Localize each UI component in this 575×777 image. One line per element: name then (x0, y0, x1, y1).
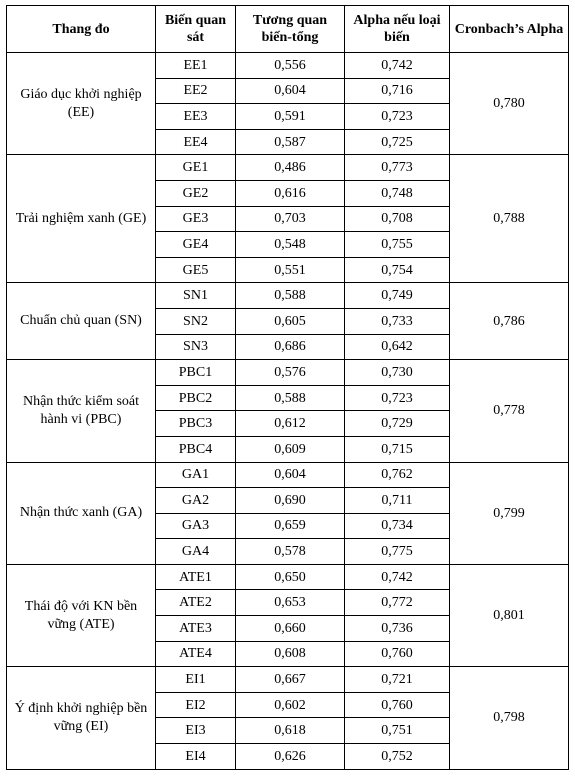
scale-name: Nhận thức xanh (GA) (7, 462, 156, 564)
item-total-correlation: 0,609 (236, 436, 345, 462)
observed-variable: PBC2 (156, 385, 236, 411)
scale-name: Nhận thức kiểm soát hành vi (PBC) (7, 360, 156, 462)
table-row (7, 283, 569, 309)
observed-variable: GA3 (156, 513, 236, 539)
header-alpha-if-deleted: Alpha nếu loại biến (345, 6, 450, 53)
alpha-if-deleted: 0,716 (345, 78, 450, 104)
observed-variable: GE2 (156, 180, 236, 206)
header-cronbach-alpha: Cronbach’s Alpha (450, 6, 569, 53)
observed-variable: EI3 (156, 718, 236, 744)
observed-variable: GA1 (156, 462, 236, 488)
alpha-if-deleted: 0,723 (345, 385, 450, 411)
cronbach-alpha-value: 0,788 (450, 155, 569, 283)
alpha-if-deleted: 0,760 (345, 692, 450, 718)
item-total-correlation: 0,602 (236, 692, 345, 718)
alpha-if-deleted: 0,733 (345, 308, 450, 334)
alpha-if-deleted: 0,755 (345, 232, 450, 258)
observed-variable: EE1 (156, 53, 236, 79)
table-row (7, 564, 569, 590)
cronbach-alpha-value: 0,801 (450, 564, 569, 666)
observed-variable: ATE4 (156, 641, 236, 667)
alpha-if-deleted: 0,725 (345, 129, 450, 155)
observed-variable: EI1 (156, 667, 236, 693)
item-total-correlation: 0,588 (236, 385, 345, 411)
scale-name: Trải nghiệm xanh (GE) (7, 155, 156, 283)
alpha-if-deleted: 0,711 (345, 488, 450, 514)
observed-variable: GE3 (156, 206, 236, 232)
item-total-correlation: 0,608 (236, 641, 345, 667)
alpha-if-deleted: 0,772 (345, 590, 450, 616)
scale-name: Chuẩn chủ quan (SN) (7, 283, 156, 360)
reliability-table (6, 5, 569, 770)
observed-variable: GA4 (156, 539, 236, 565)
item-total-correlation: 0,591 (236, 104, 345, 130)
header-observed-variable: Biến quan sát (156, 6, 236, 53)
item-total-correlation: 0,604 (236, 78, 345, 104)
item-total-correlation: 0,653 (236, 590, 345, 616)
alpha-if-deleted: 0,721 (345, 667, 450, 693)
alpha-if-deleted: 0,749 (345, 283, 450, 309)
alpha-if-deleted: 0,762 (345, 462, 450, 488)
item-total-correlation: 0,548 (236, 232, 345, 258)
alpha-if-deleted: 0,748 (345, 180, 450, 206)
observed-variable: EE3 (156, 104, 236, 130)
observed-variable: ATE3 (156, 616, 236, 642)
observed-variable: PBC1 (156, 360, 236, 386)
item-total-correlation: 0,660 (236, 616, 345, 642)
alpha-if-deleted: 0,742 (345, 564, 450, 590)
item-total-correlation: 0,605 (236, 308, 345, 334)
scale-name: Thái độ với KN bền vững (ATE) (7, 564, 156, 666)
alpha-if-deleted: 0,760 (345, 641, 450, 667)
observed-variable: SN3 (156, 334, 236, 360)
alpha-if-deleted: 0,730 (345, 360, 450, 386)
alpha-if-deleted: 0,742 (345, 53, 450, 79)
observed-variable: GE4 (156, 232, 236, 258)
item-total-correlation: 0,604 (236, 462, 345, 488)
item-total-correlation: 0,659 (236, 513, 345, 539)
cronbach-alpha-value: 0,798 (450, 667, 569, 769)
observed-variable: GE5 (156, 257, 236, 283)
scale-name: Ý định khởi nghiệp bền vững (EI) (7, 667, 156, 769)
alpha-if-deleted: 0,751 (345, 718, 450, 744)
alpha-if-deleted: 0,752 (345, 744, 450, 770)
alpha-if-deleted: 0,729 (345, 411, 450, 437)
cronbach-alpha-value: 0,778 (450, 360, 569, 462)
alpha-if-deleted: 0,642 (345, 334, 450, 360)
observed-variable: PBC3 (156, 411, 236, 437)
alpha-if-deleted: 0,734 (345, 513, 450, 539)
table-row (7, 53, 569, 79)
alpha-if-deleted: 0,736 (345, 616, 450, 642)
item-total-correlation: 0,626 (236, 744, 345, 770)
table-row (7, 667, 569, 693)
table-row (7, 360, 569, 386)
observed-variable: SN1 (156, 283, 236, 309)
item-total-correlation: 0,650 (236, 564, 345, 590)
observed-variable: EE4 (156, 129, 236, 155)
item-total-correlation: 0,551 (236, 257, 345, 283)
alpha-if-deleted: 0,775 (345, 539, 450, 565)
item-total-correlation: 0,556 (236, 53, 345, 79)
observed-variable: ATE1 (156, 564, 236, 590)
item-total-correlation: 0,616 (236, 180, 345, 206)
cronbach-alpha-value: 0,780 (450, 53, 569, 155)
alpha-if-deleted: 0,715 (345, 436, 450, 462)
item-total-correlation: 0,576 (236, 360, 345, 386)
cronbach-alpha-value: 0,799 (450, 462, 569, 564)
observed-variable: GA2 (156, 488, 236, 514)
table-row (7, 155, 569, 181)
observed-variable: EI4 (156, 744, 236, 770)
header-scale: Thang đo (7, 6, 156, 53)
observed-variable: EE2 (156, 78, 236, 104)
item-total-correlation: 0,588 (236, 283, 345, 309)
header-item-total-correlation: Tương quan biến-tổng (236, 6, 345, 53)
header-row (7, 6, 569, 53)
cronbach-alpha-value: 0,786 (450, 283, 569, 360)
scale-name: Giáo dục khởi nghiệp (EE) (7, 53, 156, 155)
table-row (7, 462, 569, 488)
item-total-correlation: 0,486 (236, 155, 345, 181)
item-total-correlation: 0,587 (236, 129, 345, 155)
observed-variable: SN2 (156, 308, 236, 334)
item-total-correlation: 0,686 (236, 334, 345, 360)
item-total-correlation: 0,612 (236, 411, 345, 437)
observed-variable: GE1 (156, 155, 236, 181)
alpha-if-deleted: 0,708 (345, 206, 450, 232)
observed-variable: EI2 (156, 692, 236, 718)
item-total-correlation: 0,667 (236, 667, 345, 693)
alpha-if-deleted: 0,723 (345, 104, 450, 130)
alpha-if-deleted: 0,773 (345, 155, 450, 181)
item-total-correlation: 0,703 (236, 206, 345, 232)
item-total-correlation: 0,618 (236, 718, 345, 744)
item-total-correlation: 0,690 (236, 488, 345, 514)
alpha-if-deleted: 0,754 (345, 257, 450, 283)
observed-variable: PBC4 (156, 436, 236, 462)
observed-variable: ATE2 (156, 590, 236, 616)
table-body (7, 53, 569, 770)
item-total-correlation: 0,578 (236, 539, 345, 565)
